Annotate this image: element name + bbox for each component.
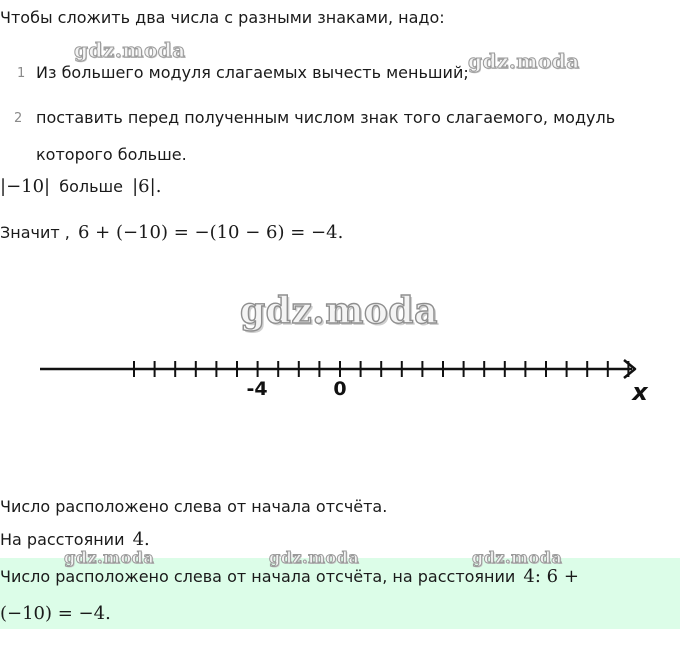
watermark: gdz.moda (472, 548, 563, 567)
paragraph: Число расположено слева от начала отсчёта. (0, 497, 388, 516)
watermark: gdz.moda (269, 548, 360, 567)
step-number: 2 (14, 111, 23, 126)
comparison-word: больше (59, 177, 124, 196)
math-expression: 4. (132, 529, 150, 550)
intro-text: Чтобы сложить два числа с разными знаками, надо: (0, 8, 445, 27)
watermark: gdz.moda (240, 290, 438, 332)
math-expression: |6|. (132, 176, 162, 197)
answer-expression: (−10) = −4. (0, 603, 111, 624)
step-number: 1 (17, 66, 26, 81)
answer-line (0, 566, 579, 587)
number-line (0, 340, 680, 410)
comparison-line (0, 176, 161, 197)
result-line (0, 222, 343, 243)
watermark: gdz.moda (468, 49, 580, 73)
axis-label-x: x (632, 378, 648, 406)
math-expression: 6 + (−10) = −(10 − 6) = −4. (77, 222, 344, 243)
answer-text: Число расположено слева от начала отсчёта, на расстоянии (0, 567, 516, 586)
step-text: поставить перед полученным числом знак того слагаемого, модуль (36, 108, 616, 127)
paragraph (0, 529, 150, 550)
distance-text: На расстоянии (0, 530, 125, 549)
axis-label-zero: 0 (333, 378, 347, 400)
math-expression: 4: 6 + (523, 566, 579, 587)
watermark: gdz.moda (64, 548, 155, 567)
result-prefix: Значит , (0, 223, 70, 242)
axis-label-minus-four: -4 (246, 378, 268, 400)
watermark: gdz.moda (74, 38, 186, 62)
step-text-continued: которого больше. (36, 145, 187, 164)
step-text: Из большего модуля слагаемых вычесть меньший; (36, 63, 469, 82)
math-expression: |−10| (0, 176, 51, 197)
